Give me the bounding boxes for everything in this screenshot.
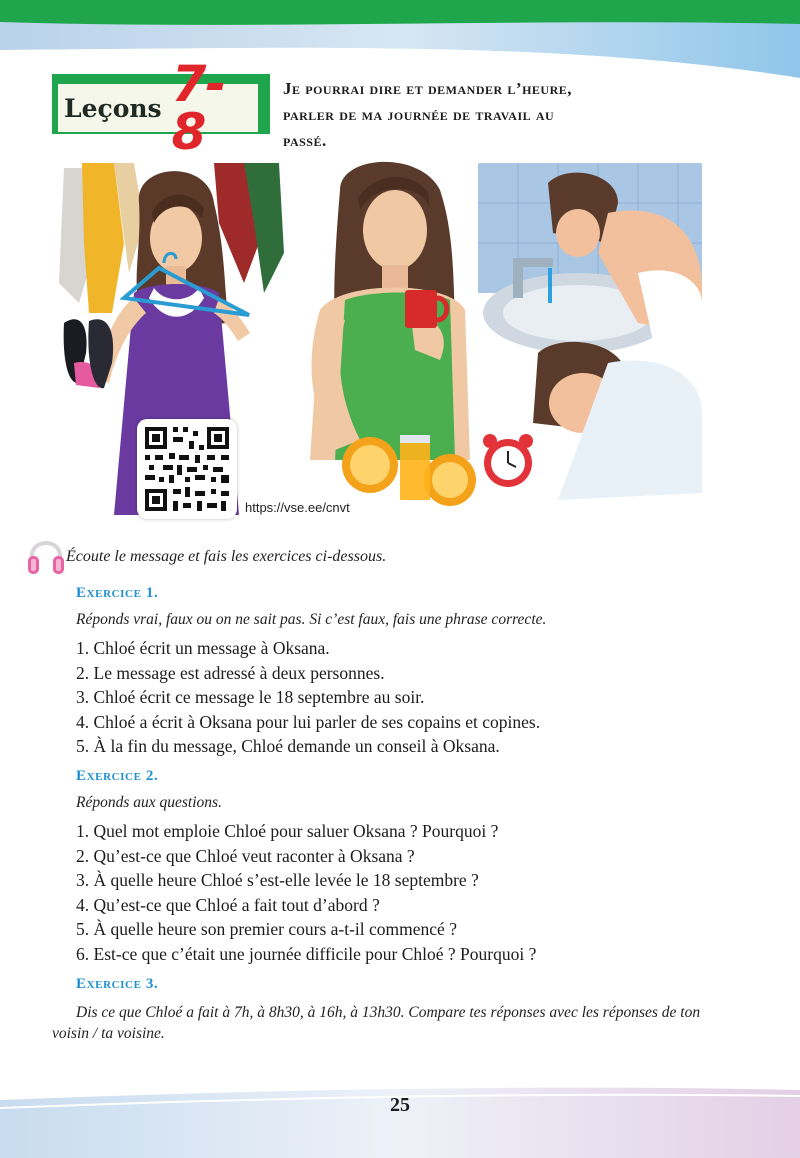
exercise3-title: Exercice 3.	[76, 976, 159, 992]
list-item: 2. Qu’est-ce que Chloé veut raconter à Oksana ?	[76, 845, 415, 866]
list-item: 1. Chloé écrit un message à Oksana.	[76, 638, 330, 658]
list-item: 6. Est-ce que c’était une journée difficile pour Chloé ? Pourquoi ?	[76, 943, 537, 964]
headphones-icon[interactable]	[26, 528, 66, 580]
list-item: 3. À quelle heure Chloé s’est-elle levée le 18 septembre ?	[76, 870, 479, 891]
header-wave	[0, 0, 800, 80]
qr-code[interactable]	[137, 419, 237, 519]
exercise1-instruction: Réponds vrai, faux ou on ne sait pas. Si c’est faux, fais une phrase correcte.	[76, 611, 547, 628]
list-item: 1. Quel mot emploie Chloé pour saluer Oksana ? Pourquoi ?	[76, 821, 499, 841]
qr-url[interactable]: https://vse.ee/cnvt	[245, 500, 350, 515]
lesson-word: Leçons	[64, 93, 162, 123]
exercise2-list	[76, 819, 536, 967]
objective-line: Je pourrai dire et demander l’heure,	[283, 79, 573, 98]
listening-instruction: Écoute le message et fais les exercices ci-dessous.	[66, 548, 387, 565]
list-item: 5. À la fin du message, Chloé demande un conseil à Oksana.	[76, 736, 500, 757]
lesson-badge	[58, 55, 258, 161]
list-item: 4. Chloé a écrit à Oksana pour lui parler de ses copains et copines.	[76, 711, 541, 732]
list-item: 4. Qu’est-ce que Chloé a fait tout d’abord ?	[76, 894, 380, 915]
exercise1-list	[76, 636, 540, 759]
list-item: 5. À quelle heure son premier cours a-t-il commencé ?	[76, 919, 457, 940]
illustration-breakfast	[300, 160, 476, 510]
page-number: 25	[390, 1094, 410, 1116]
lesson-objective	[283, 76, 753, 154]
exercise1-title: Exercice 1.	[76, 585, 159, 601]
exercise2-instruction: Réponds aux questions.	[76, 794, 222, 811]
exercise2-title: Exercice 2.	[76, 768, 159, 784]
objective-line: parler de ma journée de travail au	[283, 105, 555, 124]
exercise3-instruction: Dis ce que Chloé a fait à 7h, à 8h30, à 16h, à 13h30. Compare tes réponses avec les réponses de ton voisin / ta voisine.	[52, 1004, 701, 1042]
list-item: 2. Le message est adressé à deux personnes.	[76, 662, 385, 683]
objective-line: passé.	[283, 131, 327, 150]
illustration-morning-routine	[478, 163, 702, 500]
list-item: 3. Chloé écrit ce message le 18 septembre au soir.	[76, 687, 425, 708]
qr-code-graphic	[137, 419, 237, 519]
lesson-number: 7-8	[171, 55, 226, 161]
